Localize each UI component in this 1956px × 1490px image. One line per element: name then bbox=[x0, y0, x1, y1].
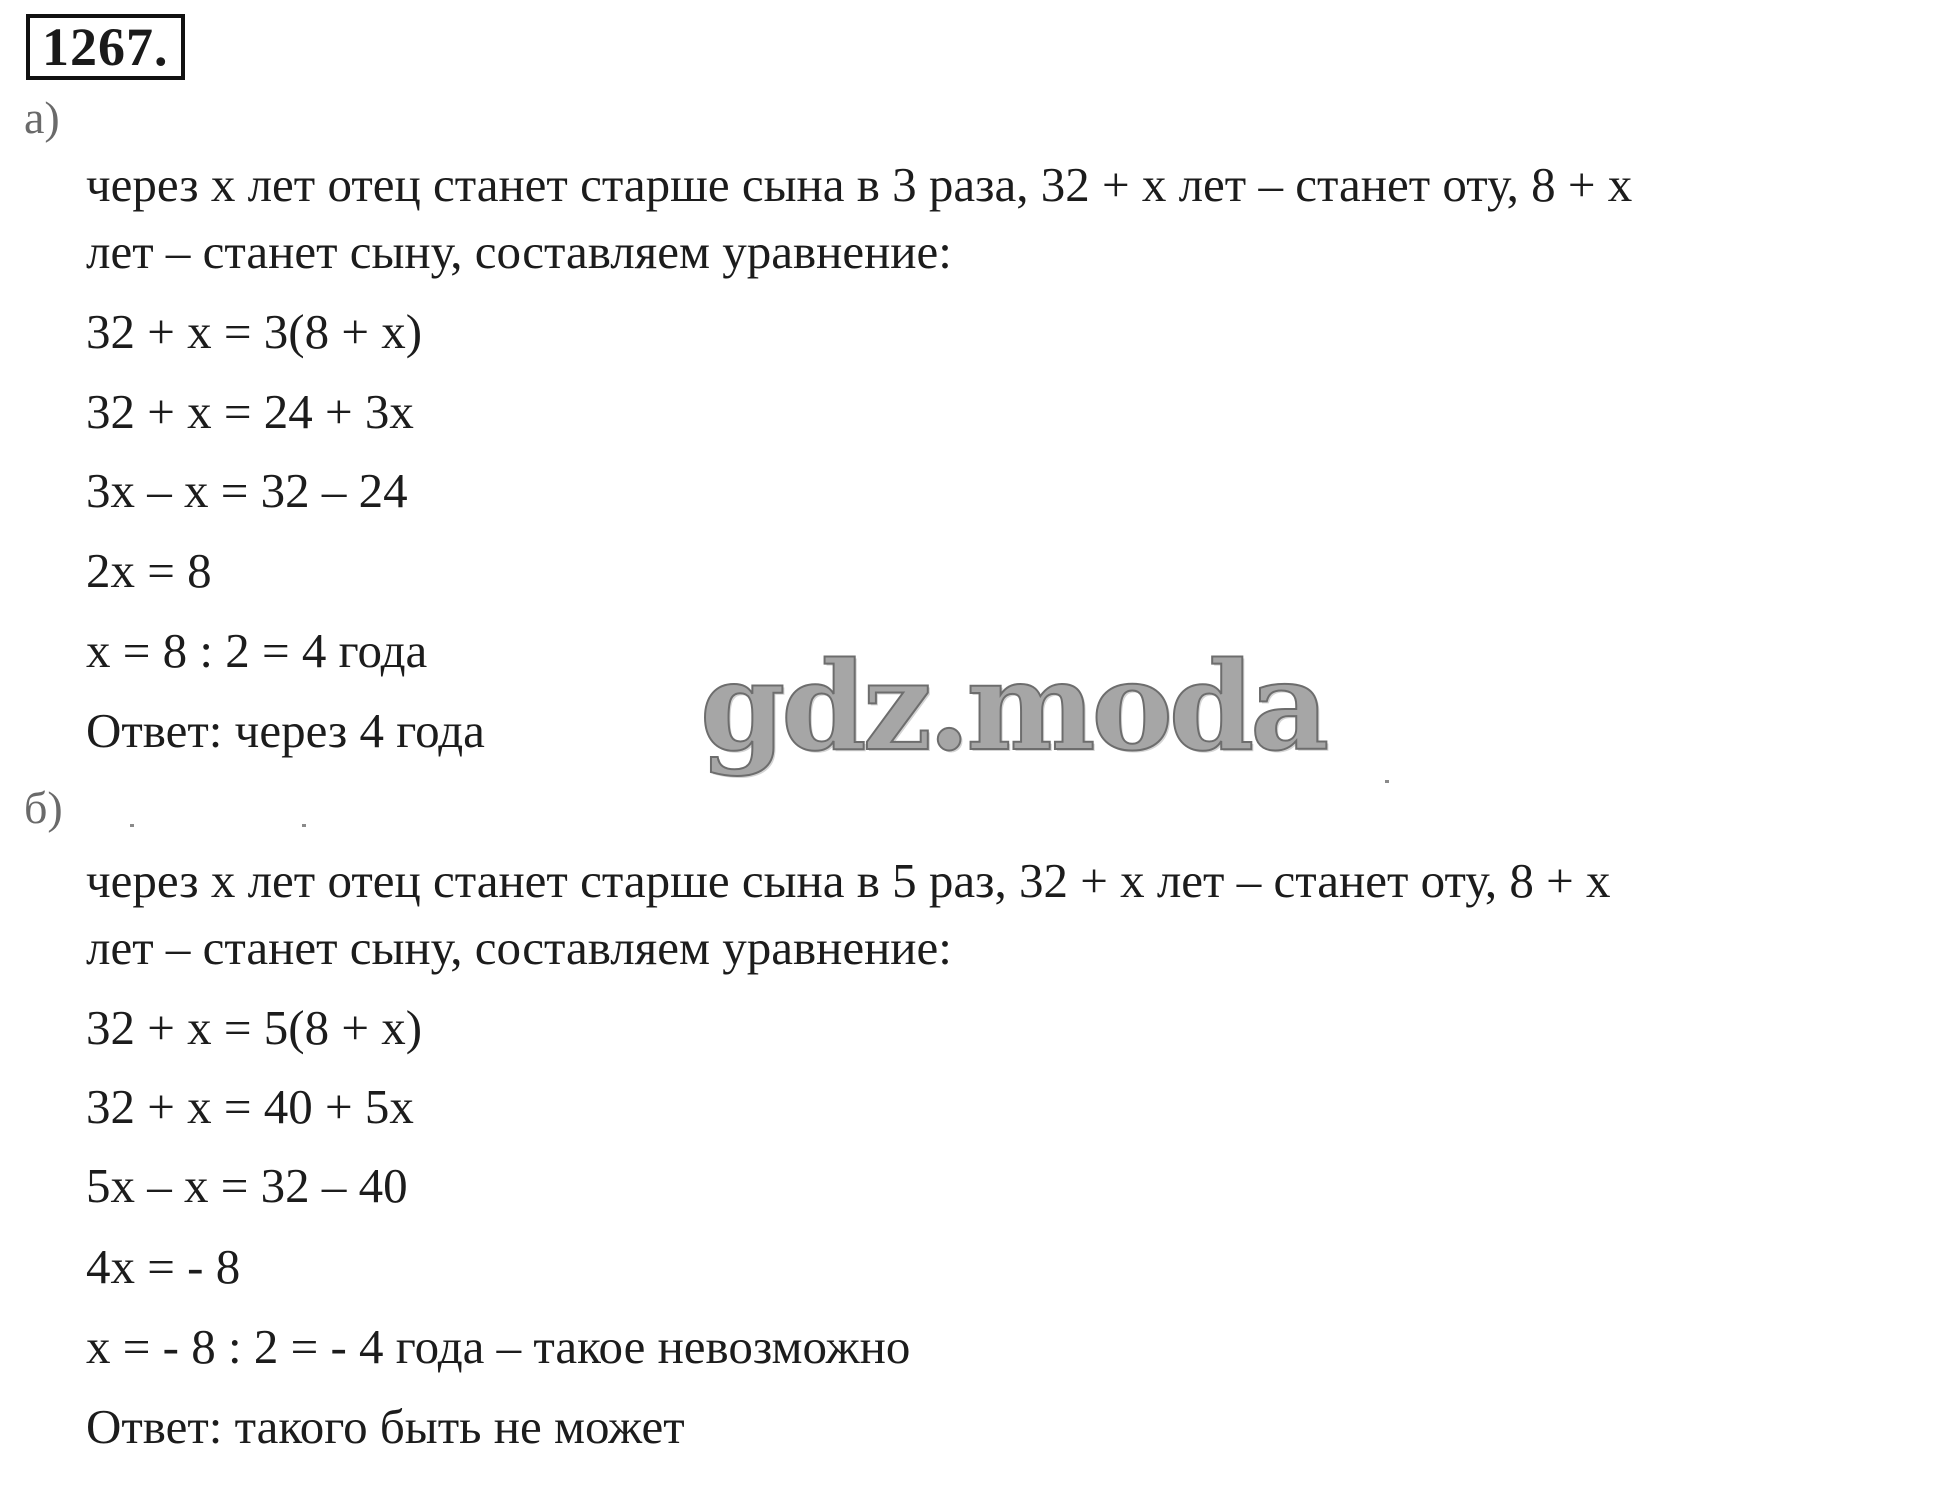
part-b-equation: 4х = - 8 bbox=[86, 1239, 241, 1294]
part-a-line: через х лет отец станет старше сына в 3 раза, 32 + х лет – станет оту, 8 + х bbox=[86, 157, 1633, 212]
part-b-equation: 32 + х = 5(8 + х) bbox=[86, 1000, 423, 1055]
scan-speck bbox=[1385, 780, 1389, 783]
part-a-line: лет – станет сыну, составляем уравнение: bbox=[86, 224, 952, 279]
part-a-equation: 32 + х = 3(8 + х) bbox=[86, 304, 423, 359]
watermark-logo: gdz.moda bbox=[700, 634, 1326, 778]
part-b-line: лет – станет сыну, составляем уравнение: bbox=[86, 920, 952, 975]
part-b-answer: Ответ: такого быть не может bbox=[86, 1399, 685, 1454]
part-a-label: а) bbox=[24, 92, 60, 143]
scan-speck bbox=[302, 824, 306, 827]
part-b-equation: 32 + х = 40 + 5х bbox=[86, 1079, 414, 1134]
scan-speck bbox=[130, 824, 134, 827]
part-a-equation: х = 8 : 2 = 4 года bbox=[86, 623, 428, 678]
part-a-answer: Ответ: через 4 года bbox=[86, 703, 485, 758]
part-b-equation: 5х – х = 32 – 40 bbox=[86, 1158, 408, 1213]
problem-number: 1267. bbox=[26, 14, 185, 80]
part-b-label: б) bbox=[24, 782, 63, 833]
part-b-equation: х = - 8 : 2 = - 4 года – такое невозможно bbox=[86, 1319, 911, 1374]
part-a-equation: 32 + х = 24 + 3х bbox=[86, 384, 414, 439]
part-b-line: через х лет отец станет старше сына в 5 раз, 32 + х лет – станет оту, 8 + х bbox=[86, 853, 1611, 908]
part-a-equation: 3х – х = 32 – 24 bbox=[86, 463, 408, 518]
part-a-equation: 2х = 8 bbox=[86, 543, 212, 598]
